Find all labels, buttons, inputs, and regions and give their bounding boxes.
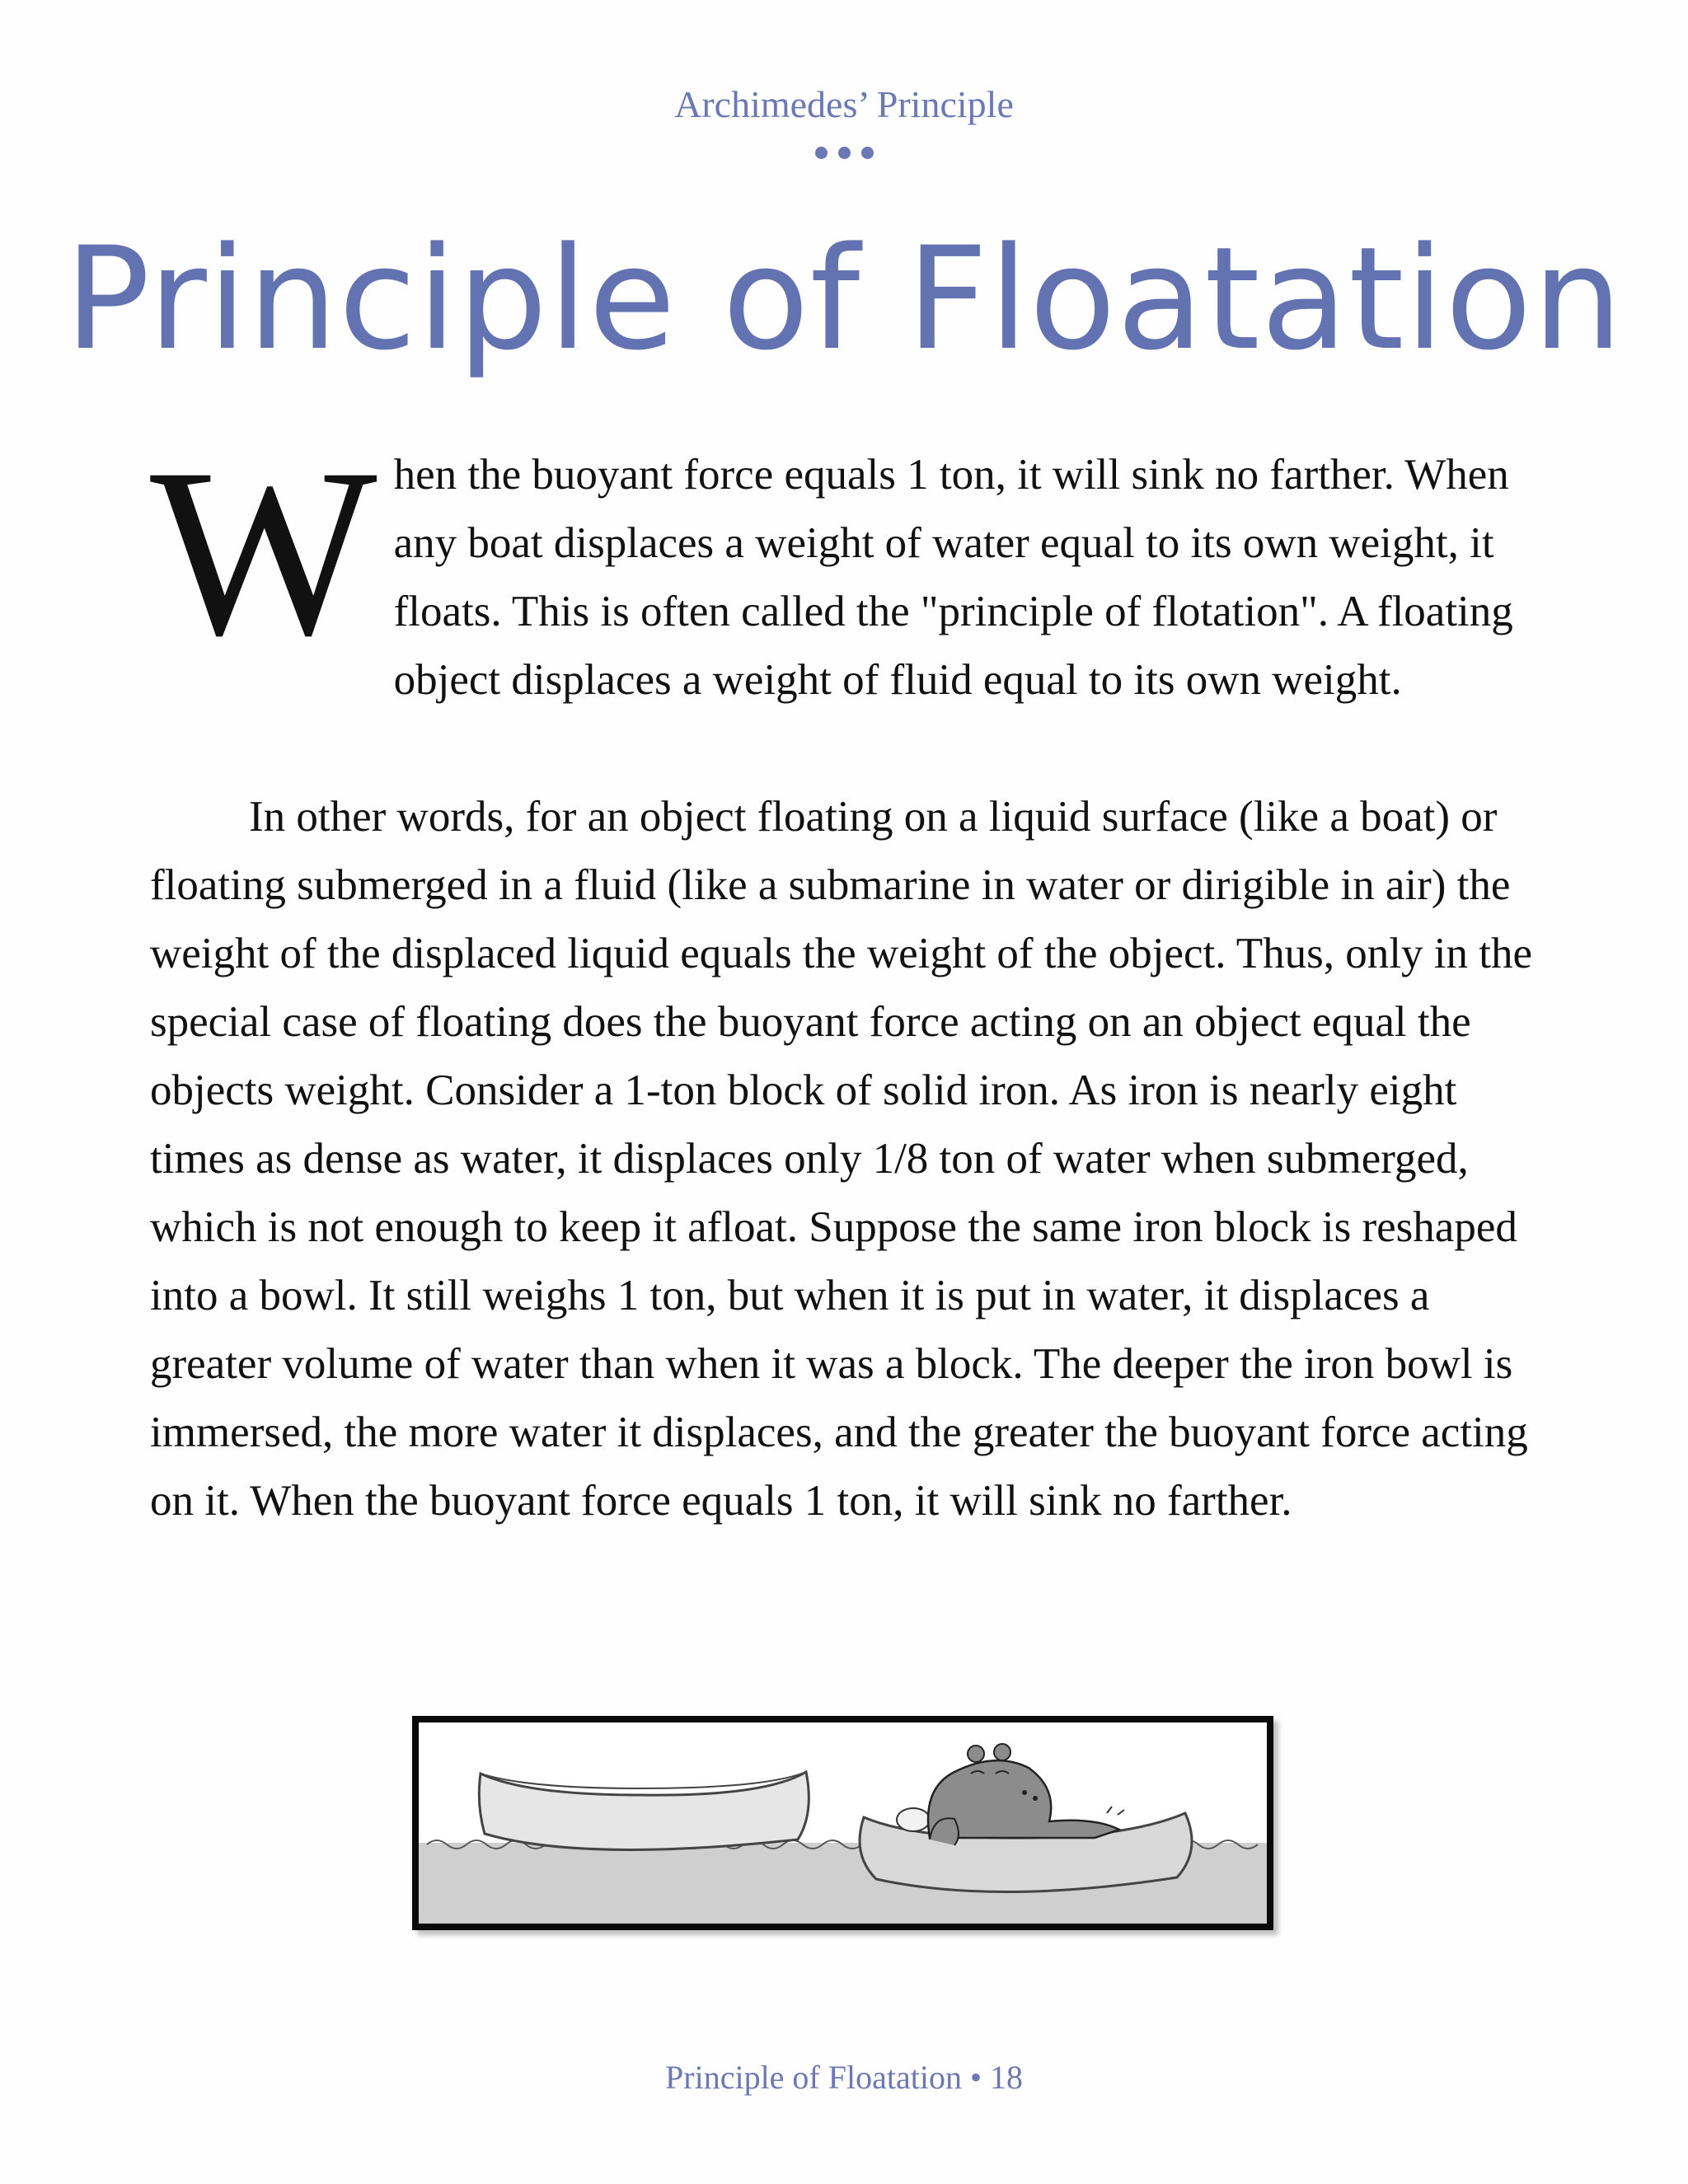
paragraph-2: In other words, for an object floating on a liquid surface (like a boat) or floating submerged in a fluid (like a submarine in water or dirigible in air) the weight of the displaced liquid equals the weight of the object. Thus, only in the special case of floating does the buoyant force acting on an object equal the objects weight. Consider a 1-ton block of solid iron. As iron is nearly eight times as dense as water, it displaces only 1/8 ton of water when submerged, which is not enough to keep it afloat. Suppose the same iron block is reshaped into a bowl. It still weighs 1 ton, but when it is put in water, it displaces a greater volume of water than when it was a block. The deeper the iron bowl is immersed, the more water it displaces, and the greater the buoyant force acting on it. When the buoyant force equals 1 ton, it will sink no farther. <box>150 793 1533 1525</box>
page-title: Principle of Floatation <box>64 216 1624 382</box>
body-text <box>150 419 1543 1535</box>
boats-hippo-illustration <box>419 1722 1267 1924</box>
drop-cap: W <box>150 419 377 686</box>
paragraph-1-text: hen the buoyant force equals 1 ton, it will sink no farther. When any boat displaces a weight of water equal to its own weight, it floats. This is often called the "principle of flotation". A floating object displaces a weight of fluid equal to its own weight. <box>393 451 1513 704</box>
ornament-dots <box>0 147 1688 159</box>
paragraph-1 <box>150 419 1543 715</box>
running-header: Archimedes’ Principle <box>674 83 1014 125</box>
page-footer: Principle of Floatation • 18 <box>665 2059 1023 2096</box>
illustration-floating-boats <box>412 1716 1273 1930</box>
pillow <box>897 1808 930 1831</box>
